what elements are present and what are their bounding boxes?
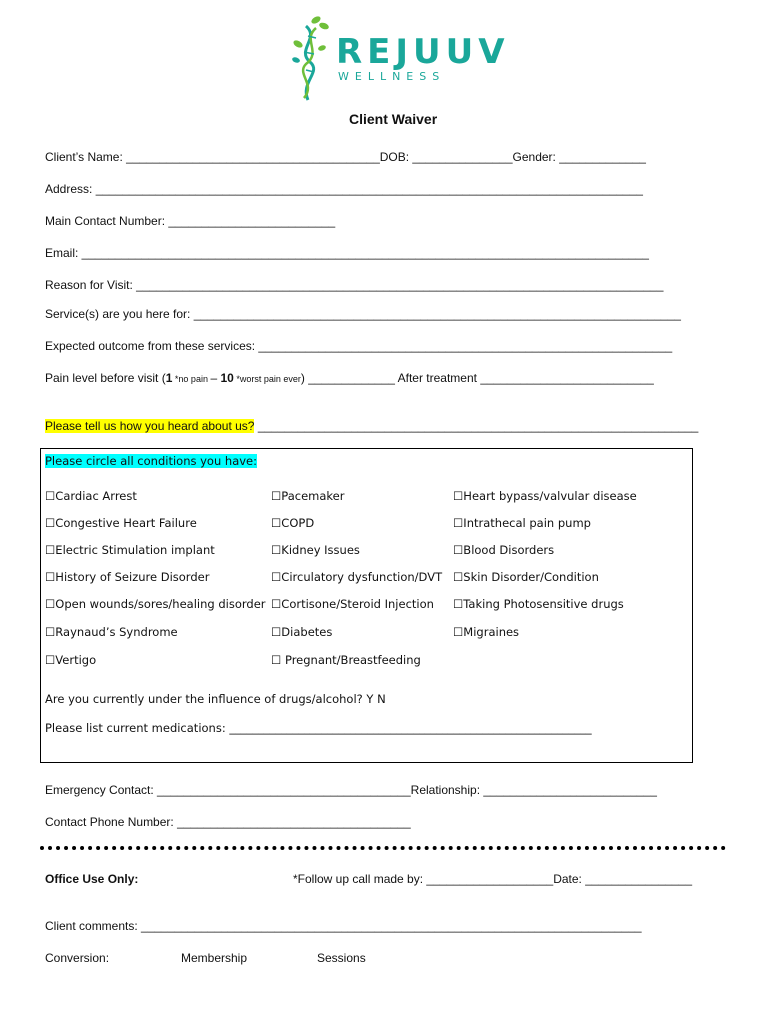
condition-checkbox[interactable]: ☐Electric Stimulation implant: [45, 543, 215, 557]
heard-about-us-question: Please tell us how you heard about us?: [45, 419, 255, 433]
logo-brand: REJUUV: [336, 32, 510, 72]
conditions-heading: Please circle all conditions you have:: [45, 454, 258, 468]
condition-checkbox[interactable]: ☐Circulatory dysfunction/DVT: [271, 570, 443, 584]
pain-min: 1: [165, 371, 173, 385]
client-comments-field[interactable]: Client comments: ___________________________________________________________________________: [45, 919, 642, 933]
contact-phone-number-field[interactable]: Contact Phone Number: ___________________________________: [45, 815, 411, 829]
condition-checkbox[interactable]: ☐Heart bypass/valvular disease: [453, 489, 637, 503]
pain-suffix: ) _____________ After treatment __________________________: [300, 371, 654, 385]
sessions-option[interactable]: Sessions: [317, 951, 366, 965]
membership-option[interactable]: Membership: [181, 951, 248, 965]
heard-about-us-field[interactable]: [45, 419, 698, 433]
condition-checkbox[interactable]: ☐Cardiac Arrest: [45, 489, 137, 503]
condition-checkbox[interactable]: ☐Kidney Issues: [271, 543, 360, 557]
condition-checkbox[interactable]: ☐Migraines: [453, 625, 520, 639]
address-field[interactable]: Address: __________________________________________________________________________________: [45, 182, 643, 196]
condition-checkbox[interactable]: ☐Vertigo: [45, 653, 97, 667]
conversion-label: Conversion:: [45, 951, 110, 965]
condition-checkbox[interactable]: ☐Intrathecal pain pump: [453, 516, 591, 530]
condition-checkbox[interactable]: ☐Raynaud’s Syndrome: [45, 625, 178, 639]
condition-checkbox[interactable]: ☐Open wounds/sores/healing disorder: [45, 597, 266, 611]
condition-checkbox[interactable]: ☐Taking Photosensitive drugs: [453, 597, 624, 611]
condition-checkbox[interactable]: ☐ Pregnant/Breastfeeding: [271, 653, 421, 667]
follow-up-field[interactable]: *Follow up call made by: ___________________Date: ________________: [293, 872, 692, 886]
expected-outcome-field[interactable]: Expected outcome from these services: ______________________________________________________________: [45, 339, 673, 353]
logo-subtitle: WELLNESS: [338, 70, 446, 83]
heard-about-us-line: __________________________________________________________________: [254, 419, 699, 433]
email-field[interactable]: Email: _____________________________________________________________________________________: [45, 246, 649, 260]
condition-checkbox[interactable]: ☐Skin Disorder/Condition: [453, 570, 599, 584]
reason-for-visit-field[interactable]: Reason for Visit: _______________________________________________________________________________: [45, 278, 664, 292]
condition-checkbox[interactable]: ☐COPD: [271, 516, 315, 530]
pain-min-label: *no pain: [172, 374, 211, 384]
condition-checkbox[interactable]: ☐Congestive Heart Failure: [45, 516, 197, 530]
services-field[interactable]: Service(s) are you here for: _________________________________________________________________________: [45, 307, 681, 321]
divider: [40, 846, 726, 850]
condition-checkbox[interactable]: ☐Diabetes: [271, 625, 333, 639]
emergency-contact-field[interactable]: Emergency Contact: ______________________________________Relationship: __________________________: [45, 783, 657, 797]
condition-checkbox[interactable]: ☐History of Seizure Disorder: [45, 570, 210, 584]
condition-checkbox[interactable]: ☐Pacemaker: [271, 489, 345, 503]
client-name-dob-gender-field[interactable]: Client’s Name: ______________________________________DOB: _______________Gender: _____________: [45, 150, 646, 164]
pain-prefix: Pain level before visit (: [45, 371, 166, 385]
condition-checkbox[interactable]: ☐Blood Disorders: [453, 543, 555, 557]
page-title: Client Waiver: [349, 111, 438, 127]
pain-dash: –: [210, 371, 221, 385]
dna-leaf-icon: [286, 14, 336, 104]
logo: [286, 14, 516, 104]
drugs-alcohol-question[interactable]: Are you currently under the influence of drugs/alcohol? Y N: [45, 692, 386, 706]
condition-checkbox[interactable]: ☐Cortisone/Steroid Injection: [271, 597, 434, 611]
pain-max-label: *worst pain ever: [233, 374, 301, 384]
office-use-label: Office Use Only:: [45, 872, 139, 886]
pain-max: 10: [220, 371, 234, 385]
main-contact-number-field[interactable]: Main Contact Number: _________________________: [45, 214, 336, 228]
current-medications-field[interactable]: Please list current medications: _______________________________________________________________: [45, 721, 592, 735]
pain-level-field[interactable]: [45, 371, 654, 385]
